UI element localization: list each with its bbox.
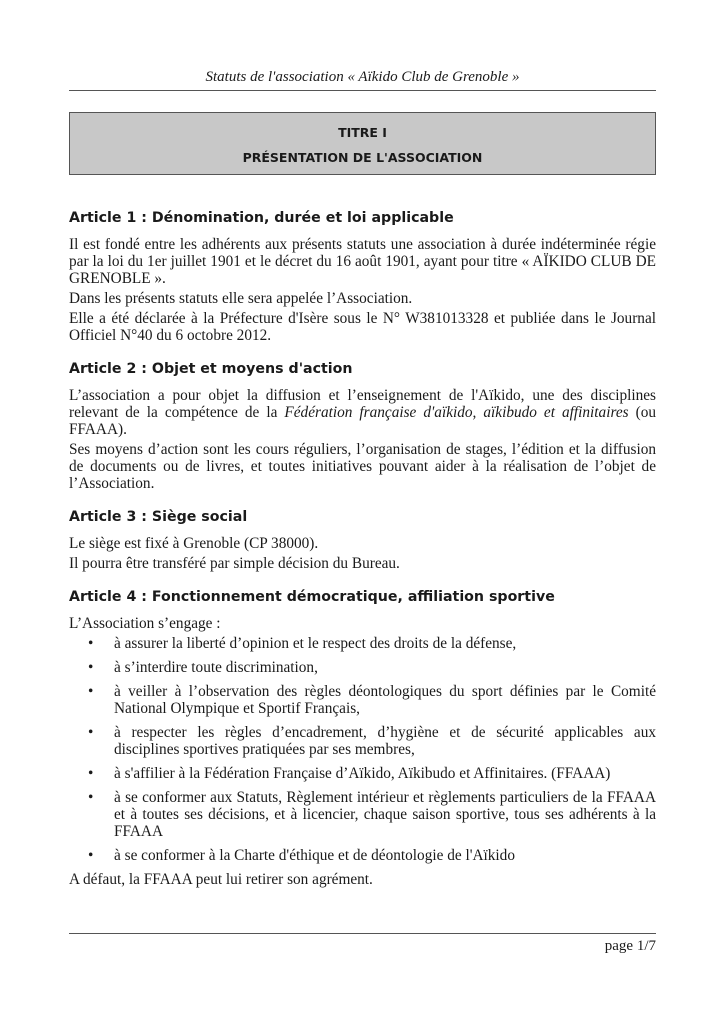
federation-name: Fédération française d'aïkido, aïkibudo et affinitaires bbox=[284, 404, 629, 421]
article-2 bbox=[69, 358, 656, 492]
running-header: Statuts de l'association « Aïkido Club de Grenoble » bbox=[69, 69, 656, 91]
list-item-text: à s'affilier à la Fédération Française d’Aïkido, Aïkibudo et Affinitaires. (FFAAA) bbox=[114, 765, 611, 782]
article-1-paragraph-2: Dans les présents statuts elle sera appelée l’Association. bbox=[69, 290, 413, 307]
list-item-text: à respecter les règles d’encadrement, d’hygiène et de sécurité applicables aux disciplines sportives pratiquées par ses membres, bbox=[114, 724, 656, 758]
footer-divider bbox=[69, 933, 656, 934]
page-number: page 1/7 bbox=[604, 938, 656, 954]
title-box bbox=[69, 112, 656, 175]
bullet: • bbox=[88, 724, 94, 741]
list-item-text: à assurer la liberté d’opinion et le respect des droits de la défense, bbox=[114, 635, 517, 652]
bullet: • bbox=[88, 659, 94, 676]
article-1-paragraph-1: Il est fondé entre les adhérents aux présents statuts une association à durée indéterminée régie par la loi du 1er juillet 1901 et le décret du 16 août 1901, ayant pour titre « AÏKIDO CLUB DE GRENOBLE ». bbox=[69, 236, 656, 287]
list-item-text: à s’interdire toute discrimination, bbox=[114, 659, 318, 676]
article-4-closing: A défaut, la FFAAA peut lui retirer son agrément. bbox=[69, 871, 373, 888]
list-item-text: à se conformer aux Statuts, Règlement intérieur et règlements particuliers de la FFAAA et à toutes ses décisions, et à licencier, chaque saison sportive, tous ses adhérents à la FFAAA bbox=[114, 789, 656, 840]
list-item bbox=[69, 635, 656, 652]
article-2-p1-tail: (ou FFAAA). bbox=[69, 404, 656, 438]
list-item bbox=[69, 683, 656, 717]
list-item bbox=[69, 659, 656, 676]
article-2-p1-text: L’association a pour objet la diffusion et l’enseignement de l'Aïkido, une des disciplines relevant de la compétence de la bbox=[69, 387, 656, 421]
bullet: • bbox=[88, 635, 94, 652]
article-4-heading: Article 4 : Fonctionnement démocratique, affiliation sportive bbox=[69, 589, 555, 605]
article-1-paragraph-3: Elle a été déclarée à la Préfecture d'Isère sous le N° W381013328 et publiée dans le Journal Officiel N°40 du 6 octobre 2012. bbox=[69, 310, 656, 344]
article-4-intro: L’Association s’engage : bbox=[69, 615, 221, 632]
bullet: • bbox=[88, 683, 94, 700]
article-2-paragraph-1 bbox=[69, 387, 656, 438]
list-item-text: à se conformer à la Charte d'éthique et de déontologie de l'Aïkido bbox=[114, 847, 515, 864]
title-subtitle: PRÉSENTATION DE L'ASSOCIATION bbox=[242, 150, 483, 165]
list-item bbox=[69, 765, 656, 782]
article-4-list bbox=[69, 635, 656, 864]
article-4 bbox=[69, 586, 656, 888]
bullet: • bbox=[88, 847, 94, 864]
document-body bbox=[69, 207, 656, 902]
article-2-paragraph-2: Ses moyens d’action sont les cours réguliers, l’organisation de stages, l’édition et la diffusion de documents ou de livres, et toutes initiatives pouvant aider à la réalisation de l’objet de l’Association. bbox=[69, 441, 656, 492]
article-3-heading: Article 3 : Siège social bbox=[69, 509, 248, 525]
article-3-paragraph-2: Il pourra être transféré par simple décision du Bureau. bbox=[69, 555, 400, 572]
title-number: TITRE I bbox=[338, 125, 387, 140]
bullet: • bbox=[88, 765, 94, 782]
article-1-heading: Article 1 : Dénomination, durée et loi applicable bbox=[69, 210, 454, 226]
bullet: • bbox=[88, 789, 94, 806]
list-item-text: à veiller à l’observation des règles déontologiques du sport définies par le Comité National Olympique et Sportif Français, bbox=[114, 683, 656, 717]
list-item bbox=[69, 724, 656, 758]
article-3-paragraph-1: Le siège est fixé à Grenoble (CP 38000). bbox=[69, 535, 319, 552]
article-3 bbox=[69, 506, 656, 572]
article-2-heading: Article 2 : Objet et moyens d'action bbox=[69, 361, 353, 377]
article-1 bbox=[69, 207, 656, 344]
list-item bbox=[69, 847, 656, 864]
list-item bbox=[69, 789, 656, 840]
